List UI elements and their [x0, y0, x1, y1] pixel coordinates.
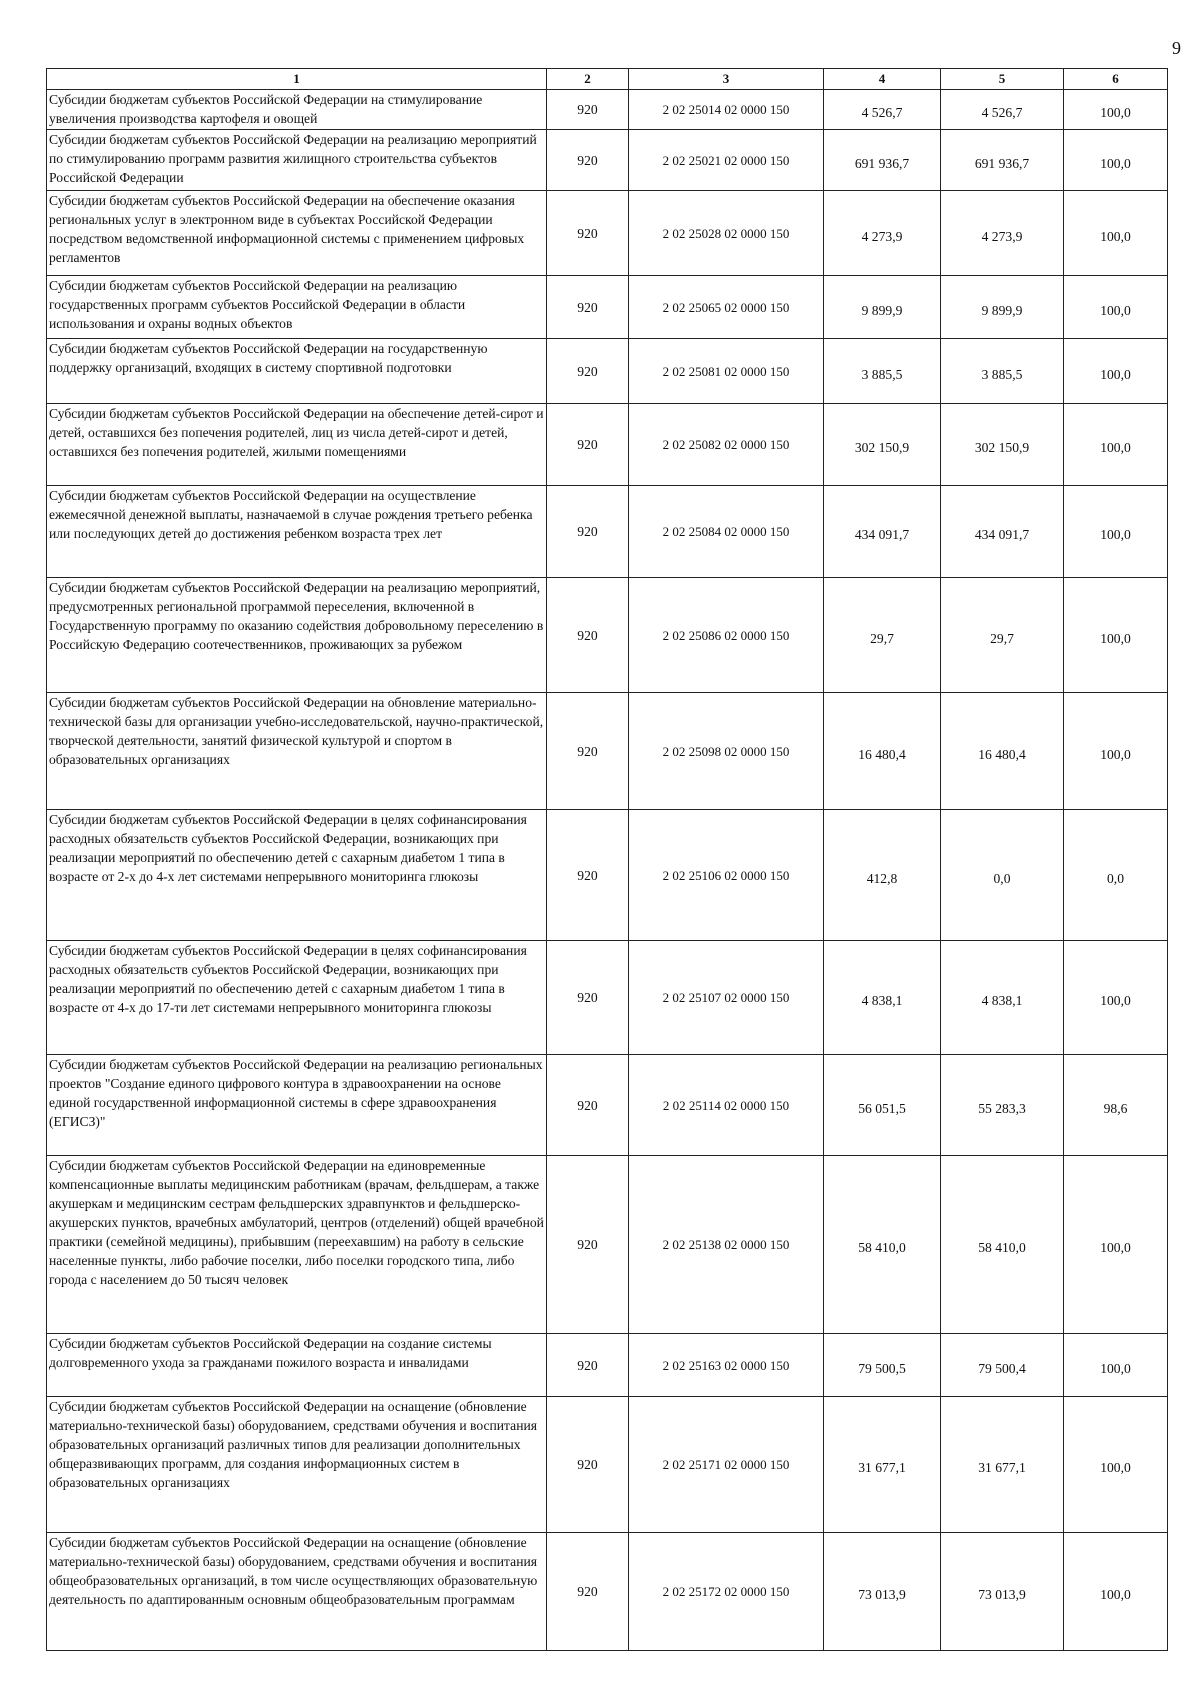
row-budget-code: 2 02 25106 02 0000 150: [629, 810, 824, 941]
header-row: [47, 69, 1168, 90]
row-plan-value: 691 936,7: [824, 130, 941, 191]
row-budget-code: 2 02 25138 02 0000 150: [629, 1156, 824, 1334]
header-col-4: 4: [824, 69, 941, 90]
table-row: [47, 810, 1168, 941]
row-percent: 100,0: [1064, 130, 1168, 191]
table-row: [47, 486, 1168, 578]
row-plan-value: 16 480,4: [824, 693, 941, 810]
table-row: [47, 339, 1168, 404]
row-plan-value: 4 526,7: [824, 90, 941, 130]
row-actual-value: 73 013,9: [941, 1533, 1064, 1651]
row-description: Субсидии бюджетам субъектов Российской Федерации на обеспечение детей-сирот и детей, оставшихся без попечения родителей, лиц из числа детей-сирот и детей, оставшихся без попечения родителей, жилыми помещениями: [47, 404, 547, 486]
row-admin-code: 920: [547, 810, 629, 941]
row-admin-code: 920: [547, 276, 629, 339]
row-description: Субсидии бюджетам субъектов Российской Федерации на реализацию региональных проектов "Создание единого цифрового контура в здравоохранении на основе единой государственной информационной системы в сфере здравоохранения (ЕГИСЗ)": [47, 1055, 547, 1156]
table-row: [47, 578, 1168, 693]
row-actual-value: 0,0: [941, 810, 1064, 941]
row-admin-code: 920: [547, 1533, 629, 1651]
row-percent: 100,0: [1064, 191, 1168, 276]
row-plan-value: 56 051,5: [824, 1055, 941, 1156]
row-plan-value: 79 500,5: [824, 1334, 941, 1397]
row-budget-code: 2 02 25081 02 0000 150: [629, 339, 824, 404]
row-admin-code: 920: [547, 191, 629, 276]
row-percent: 100,0: [1064, 90, 1168, 130]
table-row: [47, 693, 1168, 810]
row-actual-value: 29,7: [941, 578, 1064, 693]
row-admin-code: 920: [547, 404, 629, 486]
row-plan-value: 29,7: [824, 578, 941, 693]
row-description: Субсидии бюджетам субъектов Российской Федерации на реализацию мероприятий, предусмотренных региональной программой переселения, включенной в Государственную программу по оказанию содействия добровольному переселению в Российскую Федерацию соотечественников, проживающих за рубежом: [47, 578, 547, 693]
table-row: [47, 941, 1168, 1055]
row-plan-value: 9 899,9: [824, 276, 941, 339]
row-admin-code: 920: [547, 486, 629, 578]
row-plan-value: 3 885,5: [824, 339, 941, 404]
row-plan-value: 73 013,9: [824, 1533, 941, 1651]
row-description: Субсидии бюджетам субъектов Российской Федерации в целях софинансирования расходных обязательств субъектов Российской Федерации, возникающих при реализации мероприятий по обеспечению детей с сахарным диабетом 1 типа в возрасте от 4-х до 17-ти лет системами непрерывного мониторинга глюкозы: [47, 941, 547, 1055]
table-row: [47, 404, 1168, 486]
row-percent: 100,0: [1064, 486, 1168, 578]
row-plan-value: 412,8: [824, 810, 941, 941]
table-row: [47, 1533, 1168, 1651]
row-description: Субсидии бюджетам субъектов Российской Федерации на обеспечение оказания региональных услуг в электронном виде в субъектах Российской Федерации посредством ведомственной информационной системы с применением цифровых регламентов: [47, 191, 547, 276]
row-percent: 0,0: [1064, 810, 1168, 941]
table-row: [47, 90, 1168, 130]
table-row: [47, 130, 1168, 191]
row-percent: 100,0: [1064, 276, 1168, 339]
row-budget-code: 2 02 25084 02 0000 150: [629, 486, 824, 578]
row-admin-code: 920: [547, 130, 629, 191]
row-percent: 100,0: [1064, 339, 1168, 404]
row-actual-value: 4 526,7: [941, 90, 1064, 130]
row-budget-code: 2 02 25086 02 0000 150: [629, 578, 824, 693]
row-budget-code: 2 02 25107 02 0000 150: [629, 941, 824, 1055]
row-plan-value: 4 838,1: [824, 941, 941, 1055]
row-admin-code: 920: [547, 1397, 629, 1533]
row-actual-value: 9 899,9: [941, 276, 1064, 339]
row-budget-code: 2 02 25171 02 0000 150: [629, 1397, 824, 1533]
row-budget-code: 2 02 25065 02 0000 150: [629, 276, 824, 339]
row-budget-code: 2 02 25098 02 0000 150: [629, 693, 824, 810]
header-col-3: 3: [629, 69, 824, 90]
page-number: 9: [1172, 38, 1181, 58]
row-actual-value: 16 480,4: [941, 693, 1064, 810]
row-description: Субсидии бюджетам субъектов Российской Федерации на стимулирование увеличения производства картофеля и овощей: [47, 90, 547, 130]
row-admin-code: 920: [547, 1156, 629, 1334]
row-admin-code: 920: [547, 578, 629, 693]
row-budget-code: 2 02 25172 02 0000 150: [629, 1533, 824, 1651]
row-percent: 100,0: [1064, 404, 1168, 486]
row-percent: 100,0: [1064, 1533, 1168, 1651]
row-description: Субсидии бюджетам субъектов Российской Федерации на реализацию государственных программ субъектов Российской Федерации в области использования и охраны водных объектов: [47, 276, 547, 339]
header-col-2: 2: [547, 69, 629, 90]
header-col-6: 6: [1064, 69, 1168, 90]
row-plan-value: 58 410,0: [824, 1156, 941, 1334]
budget-table: [46, 68, 1168, 1651]
row-description: Субсидии бюджетам субъектов Российской Федерации на создание системы долговременного ухода за гражданами пожилого возраста и инвалидами: [47, 1334, 547, 1397]
row-percent: 100,0: [1064, 1156, 1168, 1334]
row-admin-code: 920: [547, 90, 629, 130]
row-admin-code: 920: [547, 941, 629, 1055]
row-budget-code: 2 02 25114 02 0000 150: [629, 1055, 824, 1156]
header-col-1: 1: [47, 69, 547, 90]
table-header: [47, 69, 1168, 90]
row-plan-value: 4 273,9: [824, 191, 941, 276]
table-row: [47, 1334, 1168, 1397]
row-description: Субсидии бюджетам субъектов Российской Федерации на оснащение (обновление материально-технической базы) оборудованием, средствами обучения и воспитания общеобразовательных организаций, в том числе осуществляющих образовательную деятельность по адаптированным основным общеобразовательным программам: [47, 1533, 547, 1651]
row-description: Субсидии бюджетам субъектов Российской Федерации на реализацию мероприятий по стимулированию программ развития жилищного строительства субъектов Российской Федерации: [47, 130, 547, 191]
row-actual-value: 691 936,7: [941, 130, 1064, 191]
table-row: [47, 1156, 1168, 1334]
row-admin-code: 920: [547, 1055, 629, 1156]
row-percent: 100,0: [1064, 1397, 1168, 1533]
row-actual-value: 4 838,1: [941, 941, 1064, 1055]
row-description: Субсидии бюджетам субъектов Российской Федерации на осуществление ежемесячной денежной выплаты, назначаемой в случае рождения третьего ребенка или последующих детей до достижения ребенком возраста трех лет: [47, 486, 547, 578]
row-budget-code: 2 02 25028 02 0000 150: [629, 191, 824, 276]
row-budget-code: 2 02 25021 02 0000 150: [629, 130, 824, 191]
row-admin-code: 920: [547, 693, 629, 810]
row-budget-code: 2 02 25163 02 0000 150: [629, 1334, 824, 1397]
row-budget-code: 2 02 25014 02 0000 150: [629, 90, 824, 130]
row-percent: 98,6: [1064, 1055, 1168, 1156]
table-row: [47, 276, 1168, 339]
row-actual-value: 58 410,0: [941, 1156, 1064, 1334]
row-actual-value: 4 273,9: [941, 191, 1064, 276]
row-plan-value: 31 677,1: [824, 1397, 941, 1533]
row-description: Субсидии бюджетам субъектов Российской Федерации на обновление материально-технической базы для организации учебно-исследовательской, научно-практической, творческой деятельности, занятий физической культурой и спортом в образовательных организациях: [47, 693, 547, 810]
row-description: Субсидии бюджетам субъектов Российской Федерации на единовременные компенсационные выплаты медицинским работникам (врачам, фельдшерам, а также акушеркам и медицинским сестрам фельдшерских здравпунктов и фельдшерско-акушерских пунктов, врачебных амбулаторий, центров (отделений) общей врачебной практики (семейной медицины), прибывшим (переехавшим) на работу в сельские населенные пункты, либо рабочие поселки, либо поселки городского типа, либо города с населением до 50 тысяч человек: [47, 1156, 547, 1334]
row-actual-value: 434 091,7: [941, 486, 1064, 578]
row-admin-code: 920: [547, 339, 629, 404]
row-budget-code: 2 02 25082 02 0000 150: [629, 404, 824, 486]
row-actual-value: 3 885,5: [941, 339, 1064, 404]
header-col-5: 5: [941, 69, 1064, 90]
table-row: [47, 1055, 1168, 1156]
row-plan-value: 434 091,7: [824, 486, 941, 578]
row-plan-value: 302 150,9: [824, 404, 941, 486]
row-actual-value: 302 150,9: [941, 404, 1064, 486]
row-actual-value: 31 677,1: [941, 1397, 1064, 1533]
row-description: Субсидии бюджетам субъектов Российской Федерации на государственную поддержку организаций, входящих в систему спортивной подготовки: [47, 339, 547, 404]
row-admin-code: 920: [547, 1334, 629, 1397]
row-percent: 100,0: [1064, 941, 1168, 1055]
row-actual-value: 55 283,3: [941, 1055, 1064, 1156]
row-description: Субсидии бюджетам субъектов Российской Федерации в целях софинансирования расходных обязательств субъектов Российской Федерации, возникающих при реализации мероприятий по обеспечению детей с сахарным диабетом 1 типа в возрасте от 2-х до 4-х лет системами непрерывного мониторинга глюкозы: [47, 810, 547, 941]
table-row: [47, 191, 1168, 276]
row-description: Субсидии бюджетам субъектов Российской Федерации на оснащение (обновление материально-технической базы) оборудованием, средствами обучения и воспитания образовательных организаций различных типов для реализации дополнительных общеразвивающих программ, для создания информационных систем в образовательных организациях: [47, 1397, 547, 1533]
row-actual-value: 79 500,4: [941, 1334, 1064, 1397]
row-percent: 100,0: [1064, 578, 1168, 693]
row-percent: 100,0: [1064, 693, 1168, 810]
row-percent: 100,0: [1064, 1334, 1168, 1397]
table-row: [47, 1397, 1168, 1533]
